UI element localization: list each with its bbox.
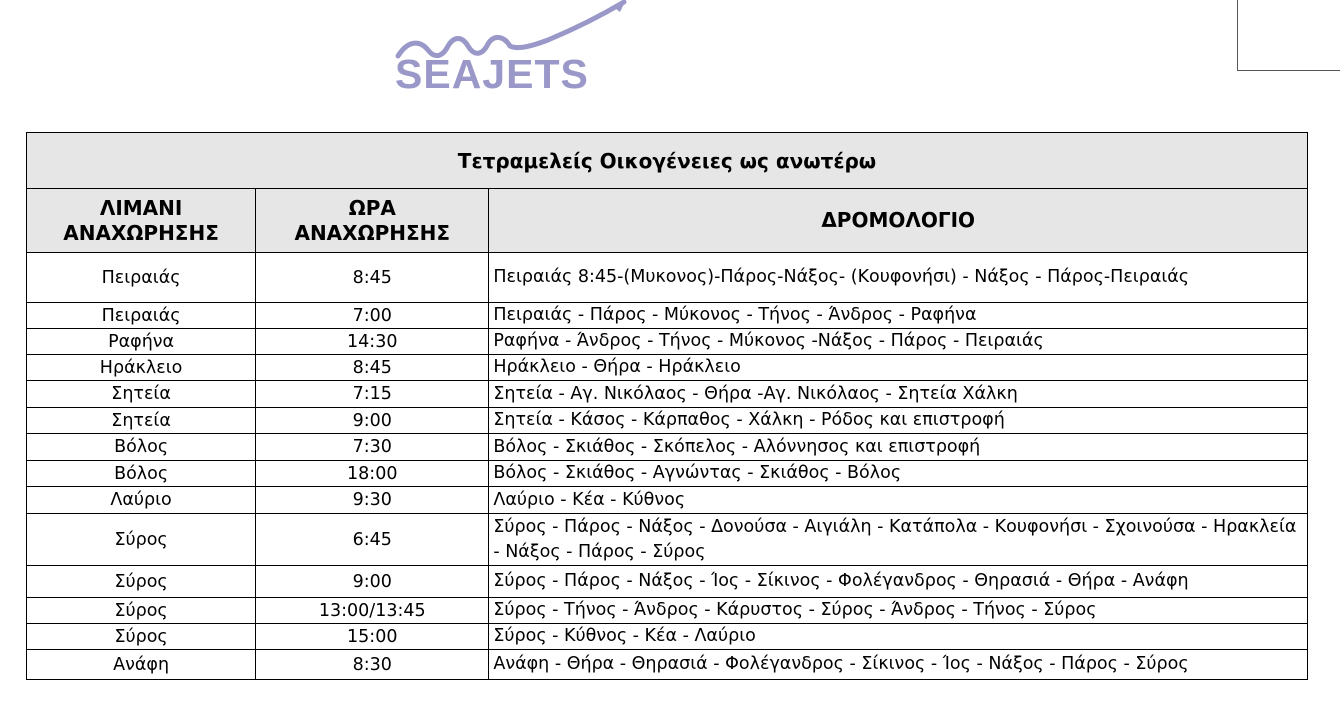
header-port-line2: ΑΝΑΧΩΡΗΣΗΣ [63,220,219,245]
cell-route: Ανάφη - Θήρα - Θηρασιά - Φολέγανδρος - Σίκινος - Ίος - Νάξος - Πάρος - Σύρος [489,650,1308,680]
cell-time: 8:45 [256,253,489,303]
cell-port: Σητεία [27,408,256,434]
header-port-line1: ΛΙΜΑΝΙ [99,195,183,220]
table-row [27,487,1308,514]
cell-time: 9:00 [256,408,489,434]
cell-route: Σύρος - Πάρος - Νάξος - Δονούσα - Αιγιάλη - Κατάπολα - Κουφονήσι - Σχοινούσα - Ηρακλεία - Νάξος - Πάρος - Σύρος [489,514,1308,566]
schedule-table [26,132,1308,680]
cell-port: Σύρος [27,514,256,566]
cell-time: 18:00 [256,461,489,487]
table-row [27,355,1308,381]
table-row [27,650,1308,680]
cell-port: Λαύριο [27,487,256,514]
cell-time: 9:30 [256,487,489,514]
cell-time: 13:00/13:45 [256,598,489,624]
cell-port: Σύρος [27,598,256,624]
cell-port: Σύρος [27,624,256,650]
cell-route: Σύρος - Τήνος - Άνδρος - Κάρυστος - Σύρος - Άνδρος - Τήνος - Σύρος [489,598,1308,624]
table-row [27,381,1308,408]
cell-port: Βόλος [27,461,256,487]
cell-route: Βόλος - Σκιάθος - Σκόπελος - Αλόννησος και επιστροφή [489,434,1308,461]
cell-time: 15:00 [256,624,489,650]
cell-route: Σητεία - Αγ. Νικόλαος - Θήρα -Αγ. Νικόλαος - Σητεία Χάλκη [489,381,1308,408]
cell-route: Πειραιάς 8:45-(Μυκονος)-Πάρος-Νάξος- (Κουφονήσι) - Νάξος - Πάρος-Πειραιάς [489,253,1308,303]
cell-port: Ηράκλειο [27,355,256,381]
cell-port: Ανάφη [27,650,256,680]
header-departure-time [256,189,489,253]
seajets-logo-text: SEAJETS [395,51,589,97]
cell-time: 7:15 [256,381,489,408]
table-row [27,461,1308,487]
cell-route: Ηράκλειο - Θήρα - Ηράκλειο [489,355,1308,381]
table-row [27,303,1308,329]
cell-port: Πειραιάς [27,253,256,303]
cell-time: 8:45 [256,355,489,381]
header-time-line1: ΩΡΑ [348,195,396,220]
cell-time: 9:00 [256,566,489,598]
cell-port: Βόλος [27,434,256,461]
table-row [27,329,1308,355]
cell-route: Λαύριο - Κέα - Κύθνος [489,487,1308,514]
cell-time: 14:30 [256,329,489,355]
cell-time: 6:45 [256,514,489,566]
cell-route: Σύρος - Πάρος - Νάξος - Ίος - Σίκινος - Φολέγανδρος - Θηρασιά - Θήρα - Ανάφη [489,566,1308,598]
header-time-line2: ΑΝΑΧΩΡΗΣΗΣ [294,220,451,245]
table-title: Τετραμελείς Οικογένειες ως ανωτέρω [27,133,1308,189]
table-row [27,253,1308,303]
cell-route: Πειραιάς - Πάρος - Μύκονος - Τήνος - Άνδρος - Ραφήνα [489,303,1308,329]
cell-port: Σητεία [27,381,256,408]
table-row [27,514,1308,566]
cell-route: Ραφήνα - Άνδρος - Τήνος - Μύκονος -Νάξος - Πάρος - Πειραιάς [489,329,1308,355]
table-row [27,598,1308,624]
corner-frame [1237,0,1340,71]
table-row [27,408,1308,434]
cell-time: 7:00 [256,303,489,329]
table-row [27,624,1308,650]
cell-time: 8:30 [256,650,489,680]
header-route: ΔΡΟΜΟΛΟΓΙΟ [489,189,1308,253]
cell-port: Σύρος [27,566,256,598]
cell-port: Πειραιάς [27,303,256,329]
table-row [27,566,1308,598]
header-departure-port [27,189,256,253]
cell-port: Ραφήνα [27,329,256,355]
table-row [27,434,1308,461]
cell-time: 7:30 [256,434,489,461]
cell-route: Βόλος - Σκιάθος - Αγνώντας - Σκιάθος - Βόλος [489,461,1308,487]
cell-route: Σύρος - Κύθνος - Κέα - Λαύριο [489,624,1308,650]
cell-route: Σητεία - Κάσος - Κάρπαθος - Χάλκη - Ρόδος και επιστροφή [489,408,1308,434]
